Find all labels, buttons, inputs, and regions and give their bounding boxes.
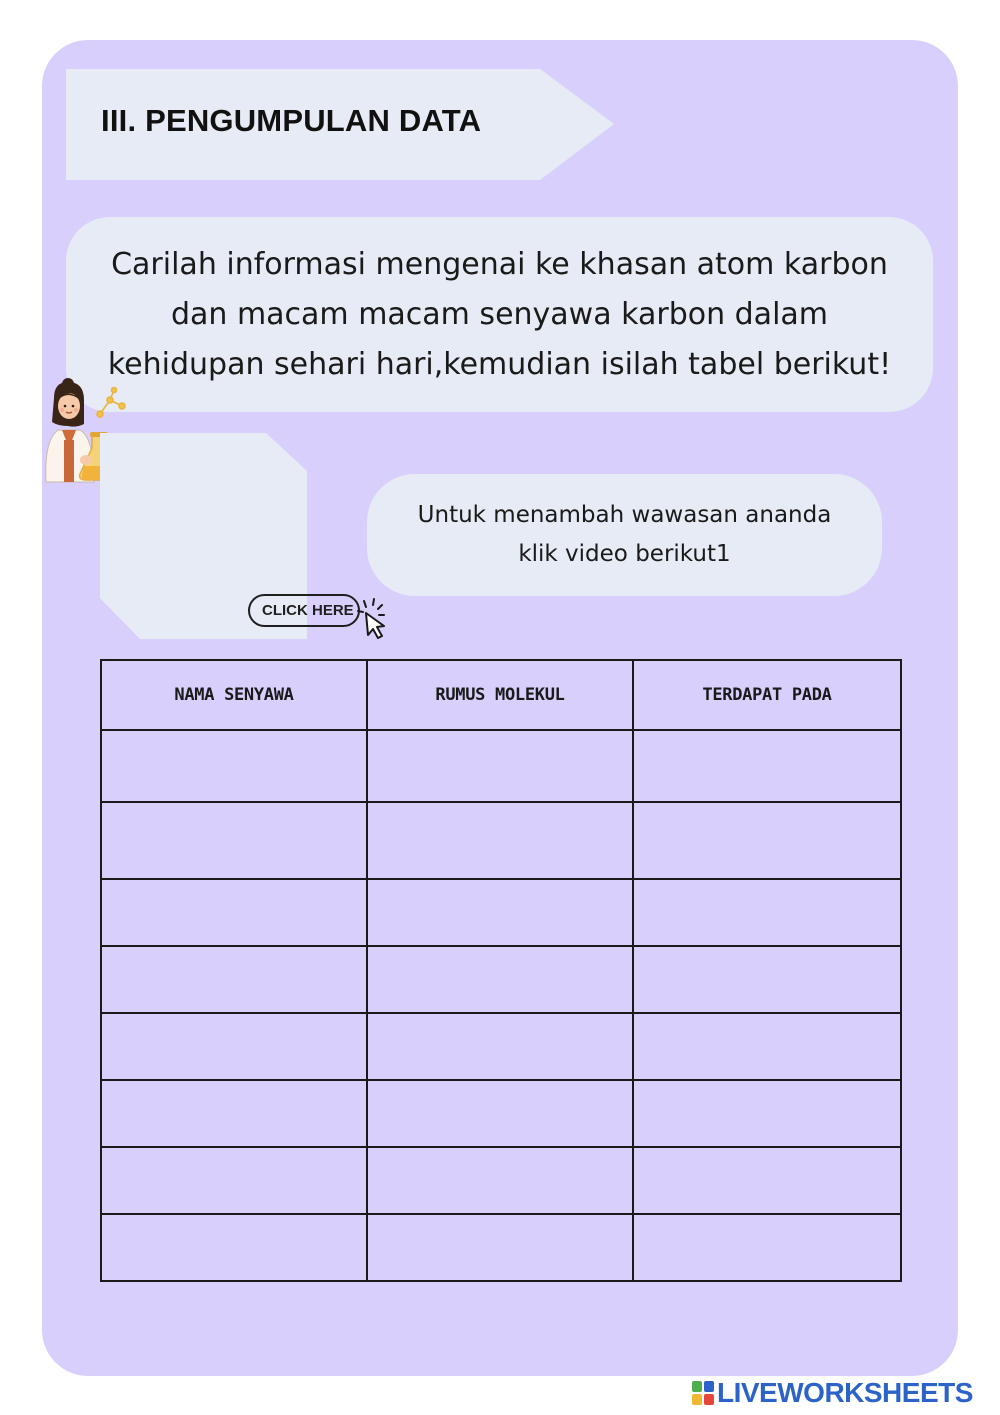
table-cell[interactable] (101, 1013, 367, 1080)
column-header-terdapat-pada: TERDAPAT PADA (633, 660, 901, 730)
table-cell[interactable] (101, 730, 367, 802)
table-cell[interactable] (633, 879, 901, 946)
table-cell[interactable] (101, 946, 367, 1013)
instruction-line: kehidupan sehari hari,kemudian isilah tabel berikut! (107, 346, 892, 382)
info-bubble (367, 474, 882, 596)
liveworksheets-logo (692, 1378, 973, 1408)
info-text (418, 496, 832, 574)
table-cell[interactable] (633, 1080, 901, 1147)
table-cell[interactable] (633, 802, 901, 879)
data-table (100, 659, 902, 1282)
brand-name: LIVEWORKSHEETS (717, 1377, 973, 1408)
table-cell[interactable] (101, 1214, 367, 1281)
table-row (101, 1013, 901, 1080)
table-row (101, 946, 901, 1013)
click-here-button[interactable] (248, 594, 360, 627)
table-cell[interactable] (367, 1147, 633, 1214)
section-banner (66, 69, 614, 180)
table-row (101, 1080, 901, 1147)
instruction-line: dan macam macam senyawa karbon dalam (170, 296, 829, 332)
instruction-text (108, 240, 891, 390)
table-cell[interactable] (101, 1080, 367, 1147)
table-cell[interactable] (367, 1013, 633, 1080)
table-cell[interactable] (633, 1214, 901, 1281)
table-row (101, 879, 901, 946)
table-cell[interactable] (633, 1147, 901, 1214)
table-cell[interactable] (367, 1080, 633, 1147)
column-header-rumus-molekul: RUMUS MOLEKUL (367, 660, 633, 730)
info-line: Untuk menambah wawasan ananda (417, 502, 832, 528)
click-cursor-icon (352, 595, 390, 639)
table-header-row (101, 660, 901, 730)
table-cell[interactable] (633, 730, 901, 802)
table-cell[interactable] (367, 730, 633, 802)
table-cell[interactable] (101, 1147, 367, 1214)
section-title: III. PENGUMPULAN DATA (101, 103, 482, 138)
instruction-box (66, 217, 933, 412)
table-cell[interactable] (367, 1214, 633, 1281)
table-row (101, 1214, 901, 1281)
table-cell[interactable] (367, 802, 633, 879)
table-row (101, 802, 901, 879)
table-cell[interactable] (101, 879, 367, 946)
table-cell[interactable] (633, 1013, 901, 1080)
click-here-label: CLICK HERE (262, 602, 354, 619)
table-row (101, 730, 901, 802)
column-header-nama-senyawa: NAMA SENYAWA (101, 660, 367, 730)
table-cell[interactable] (367, 879, 633, 946)
table-cell[interactable] (367, 946, 633, 1013)
table-cell[interactable] (101, 802, 367, 879)
liveworksheets-logo-icon (692, 1381, 714, 1405)
table-row (101, 1147, 901, 1214)
instruction-line: Carilah informasi mengenai ke khasan atom karbon (111, 246, 888, 282)
info-line: klik video berikut1 (518, 541, 731, 567)
table-cell[interactable] (633, 946, 901, 1013)
